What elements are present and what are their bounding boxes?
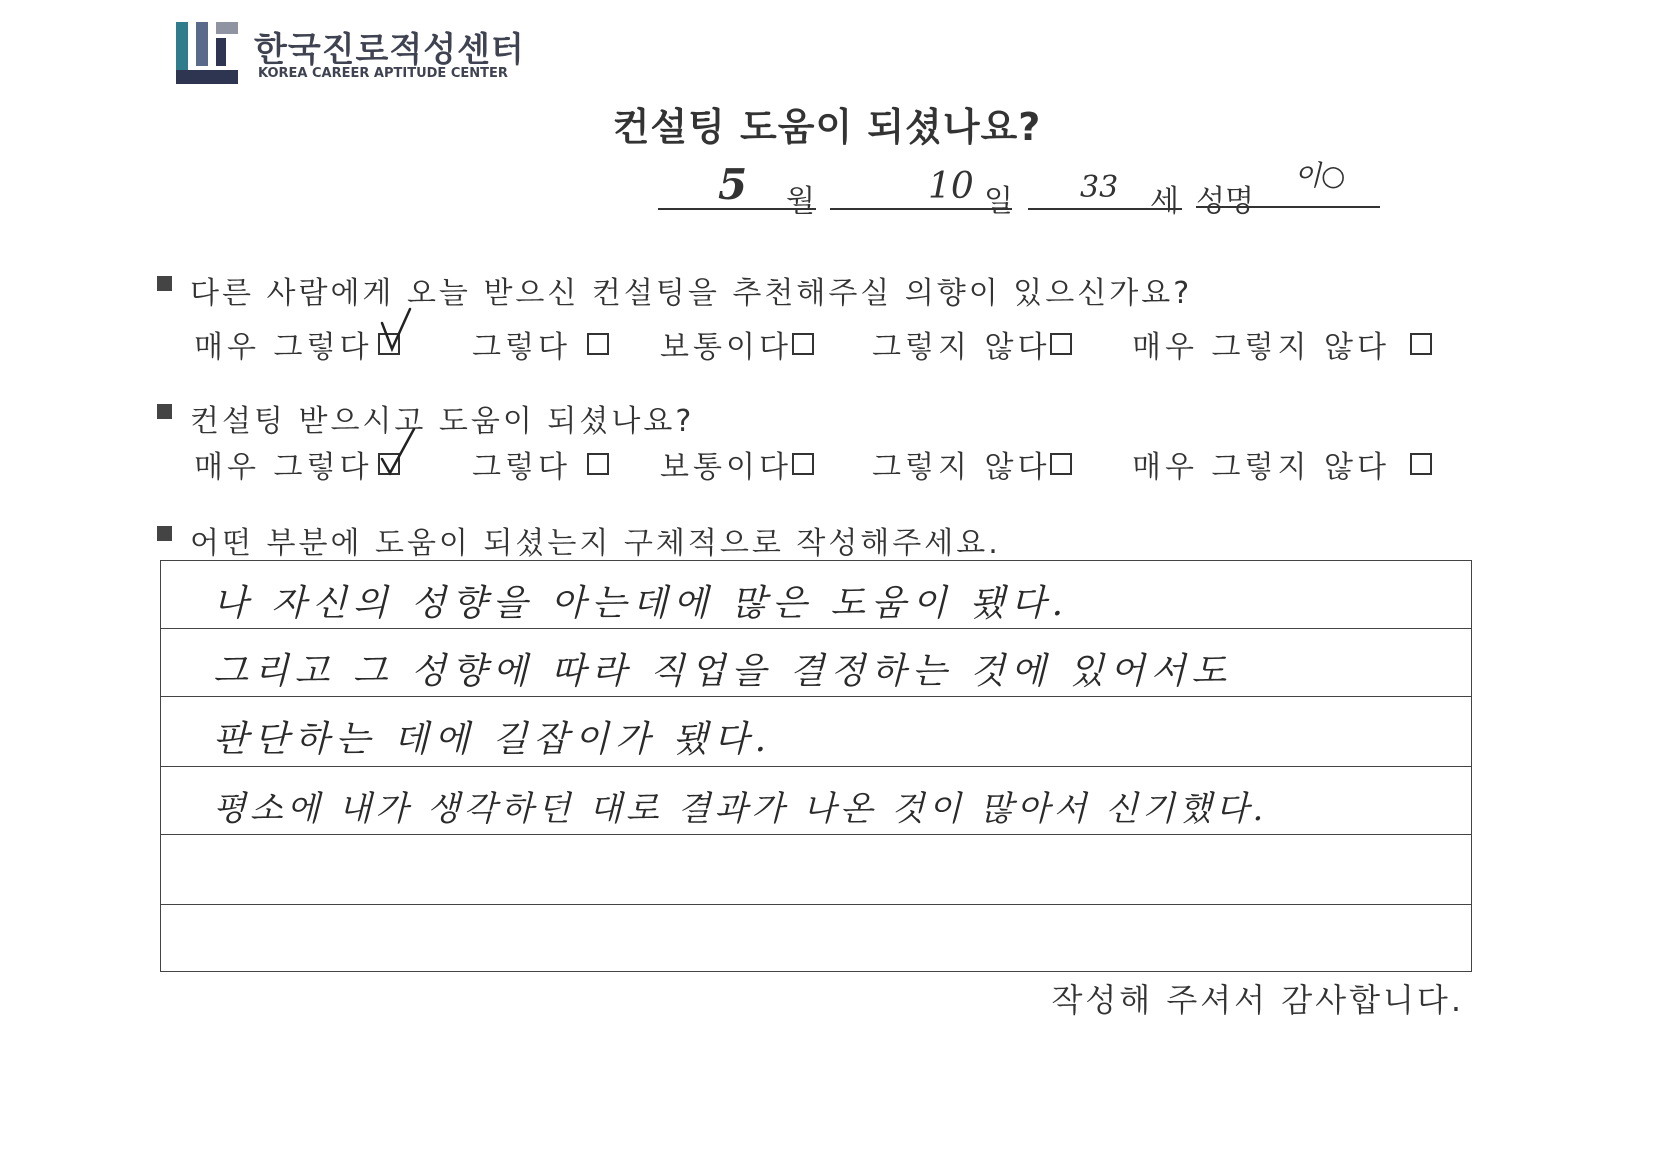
q2-checkbox-very-agree[interactable] [378,453,400,475]
answer-line [161,835,1471,905]
q2-checkbox-disagree[interactable] [1050,453,1072,475]
q2-checkbox-very-disagree[interactable] [1410,453,1432,475]
org-name-english: KOREA CAREER APTITUDE CENTER [258,66,508,81]
checkmark-icon [376,425,416,481]
q1-option-label: 그렇지 않다 [872,330,1051,365]
answer-line [161,697,1471,767]
q1-option-very-disagree[interactable] [1132,322,1432,366]
q1-option-very-agree[interactable] [194,322,400,366]
q2-option-agree[interactable] [472,442,609,486]
q2-option-label: 보통이다 [660,450,792,485]
kcac-logo-mark-icon [176,22,238,84]
thanks-text: 작성해 주셔서 감사합니다. [1051,981,1464,1019]
q1-checkbox-agree[interactable] [587,333,609,355]
q1-checkbox-very-agree[interactable] [378,333,400,355]
bullet-icon [157,276,172,291]
question-1-text: 다른 사람에게 오늘 받으신 컨설팅을 추천해주실 의향이 있으신가요? [190,276,1193,311]
q2-option-label: 매우 그렇지 않다 [1132,450,1390,485]
answer-line-text: 나 자신의 성향을 아는데에 많은 도움이 됐다. [213,583,1070,624]
age-label: 세 [1150,184,1179,219]
answer-line [161,629,1471,697]
org-name-korean: 한국진로적성센터 [254,30,525,70]
name-label: 성명 [1196,184,1254,219]
answer-line-text: 그리고 그 성향에 따라 직업을 결정하는 것에 있어서도 [213,651,1233,692]
q2-option-neutral[interactable] [660,442,814,486]
q1-option-label: 보통이다 [660,330,792,365]
bullet-icon [157,526,172,541]
q1-checkbox-disagree[interactable] [1050,333,1072,355]
q2-option-label: 매우 그렇다 [194,450,373,485]
q1-checkbox-very-disagree[interactable] [1410,333,1432,355]
q1-option-agree[interactable] [472,322,609,366]
q2-checkbox-agree[interactable] [587,453,609,475]
q2-option-label: 그렇다 [472,450,571,485]
answer-textarea[interactable] [160,560,1472,972]
q2-checkbox-neutral[interactable] [792,453,814,475]
q2-option-very-agree[interactable] [194,442,400,486]
q1-option-label: 그렇다 [472,330,571,365]
q2-option-label: 그렇지 않다 [872,450,1051,485]
q1-option-disagree[interactable] [872,322,1072,366]
org-logo [176,22,525,88]
month-label: 월 [786,184,815,219]
day-label: 일 [984,184,1013,219]
answer-line [161,767,1471,835]
q2-option-disagree[interactable] [872,442,1072,486]
q1-option-neutral[interactable] [660,322,814,366]
question-2-text: 컨설팅 받으시고 도움이 되셨나요? [190,404,695,439]
bullet-icon [157,404,172,419]
answer-line [161,905,1471,973]
name-value: 이○ [1294,159,1346,192]
question-3-text: 어떤 부분에 도움이 되셨는지 구체적으로 작성해주세요. [190,526,1001,561]
q1-option-label: 매우 그렇지 않다 [1132,330,1390,365]
answer-line [161,561,1471,629]
answer-line-text: 평소에 내가 생각하던 대로 결과가 나온 것이 많아서 신기했다. [213,789,1268,829]
answer-line-text: 판단하는 데에 길잡이가 됐다. [213,719,773,760]
page-title: 컨설팅 도움이 되셨나요? [612,105,1042,149]
age-value: 33 [1080,170,1119,205]
q2-option-very-disagree[interactable] [1132,442,1432,486]
q1-option-label: 매우 그렇다 [194,330,373,365]
checkmark-icon [376,305,416,361]
day-value: 10 [928,166,974,207]
q1-checkbox-neutral[interactable] [792,333,814,355]
month-value: 5 [718,160,748,209]
